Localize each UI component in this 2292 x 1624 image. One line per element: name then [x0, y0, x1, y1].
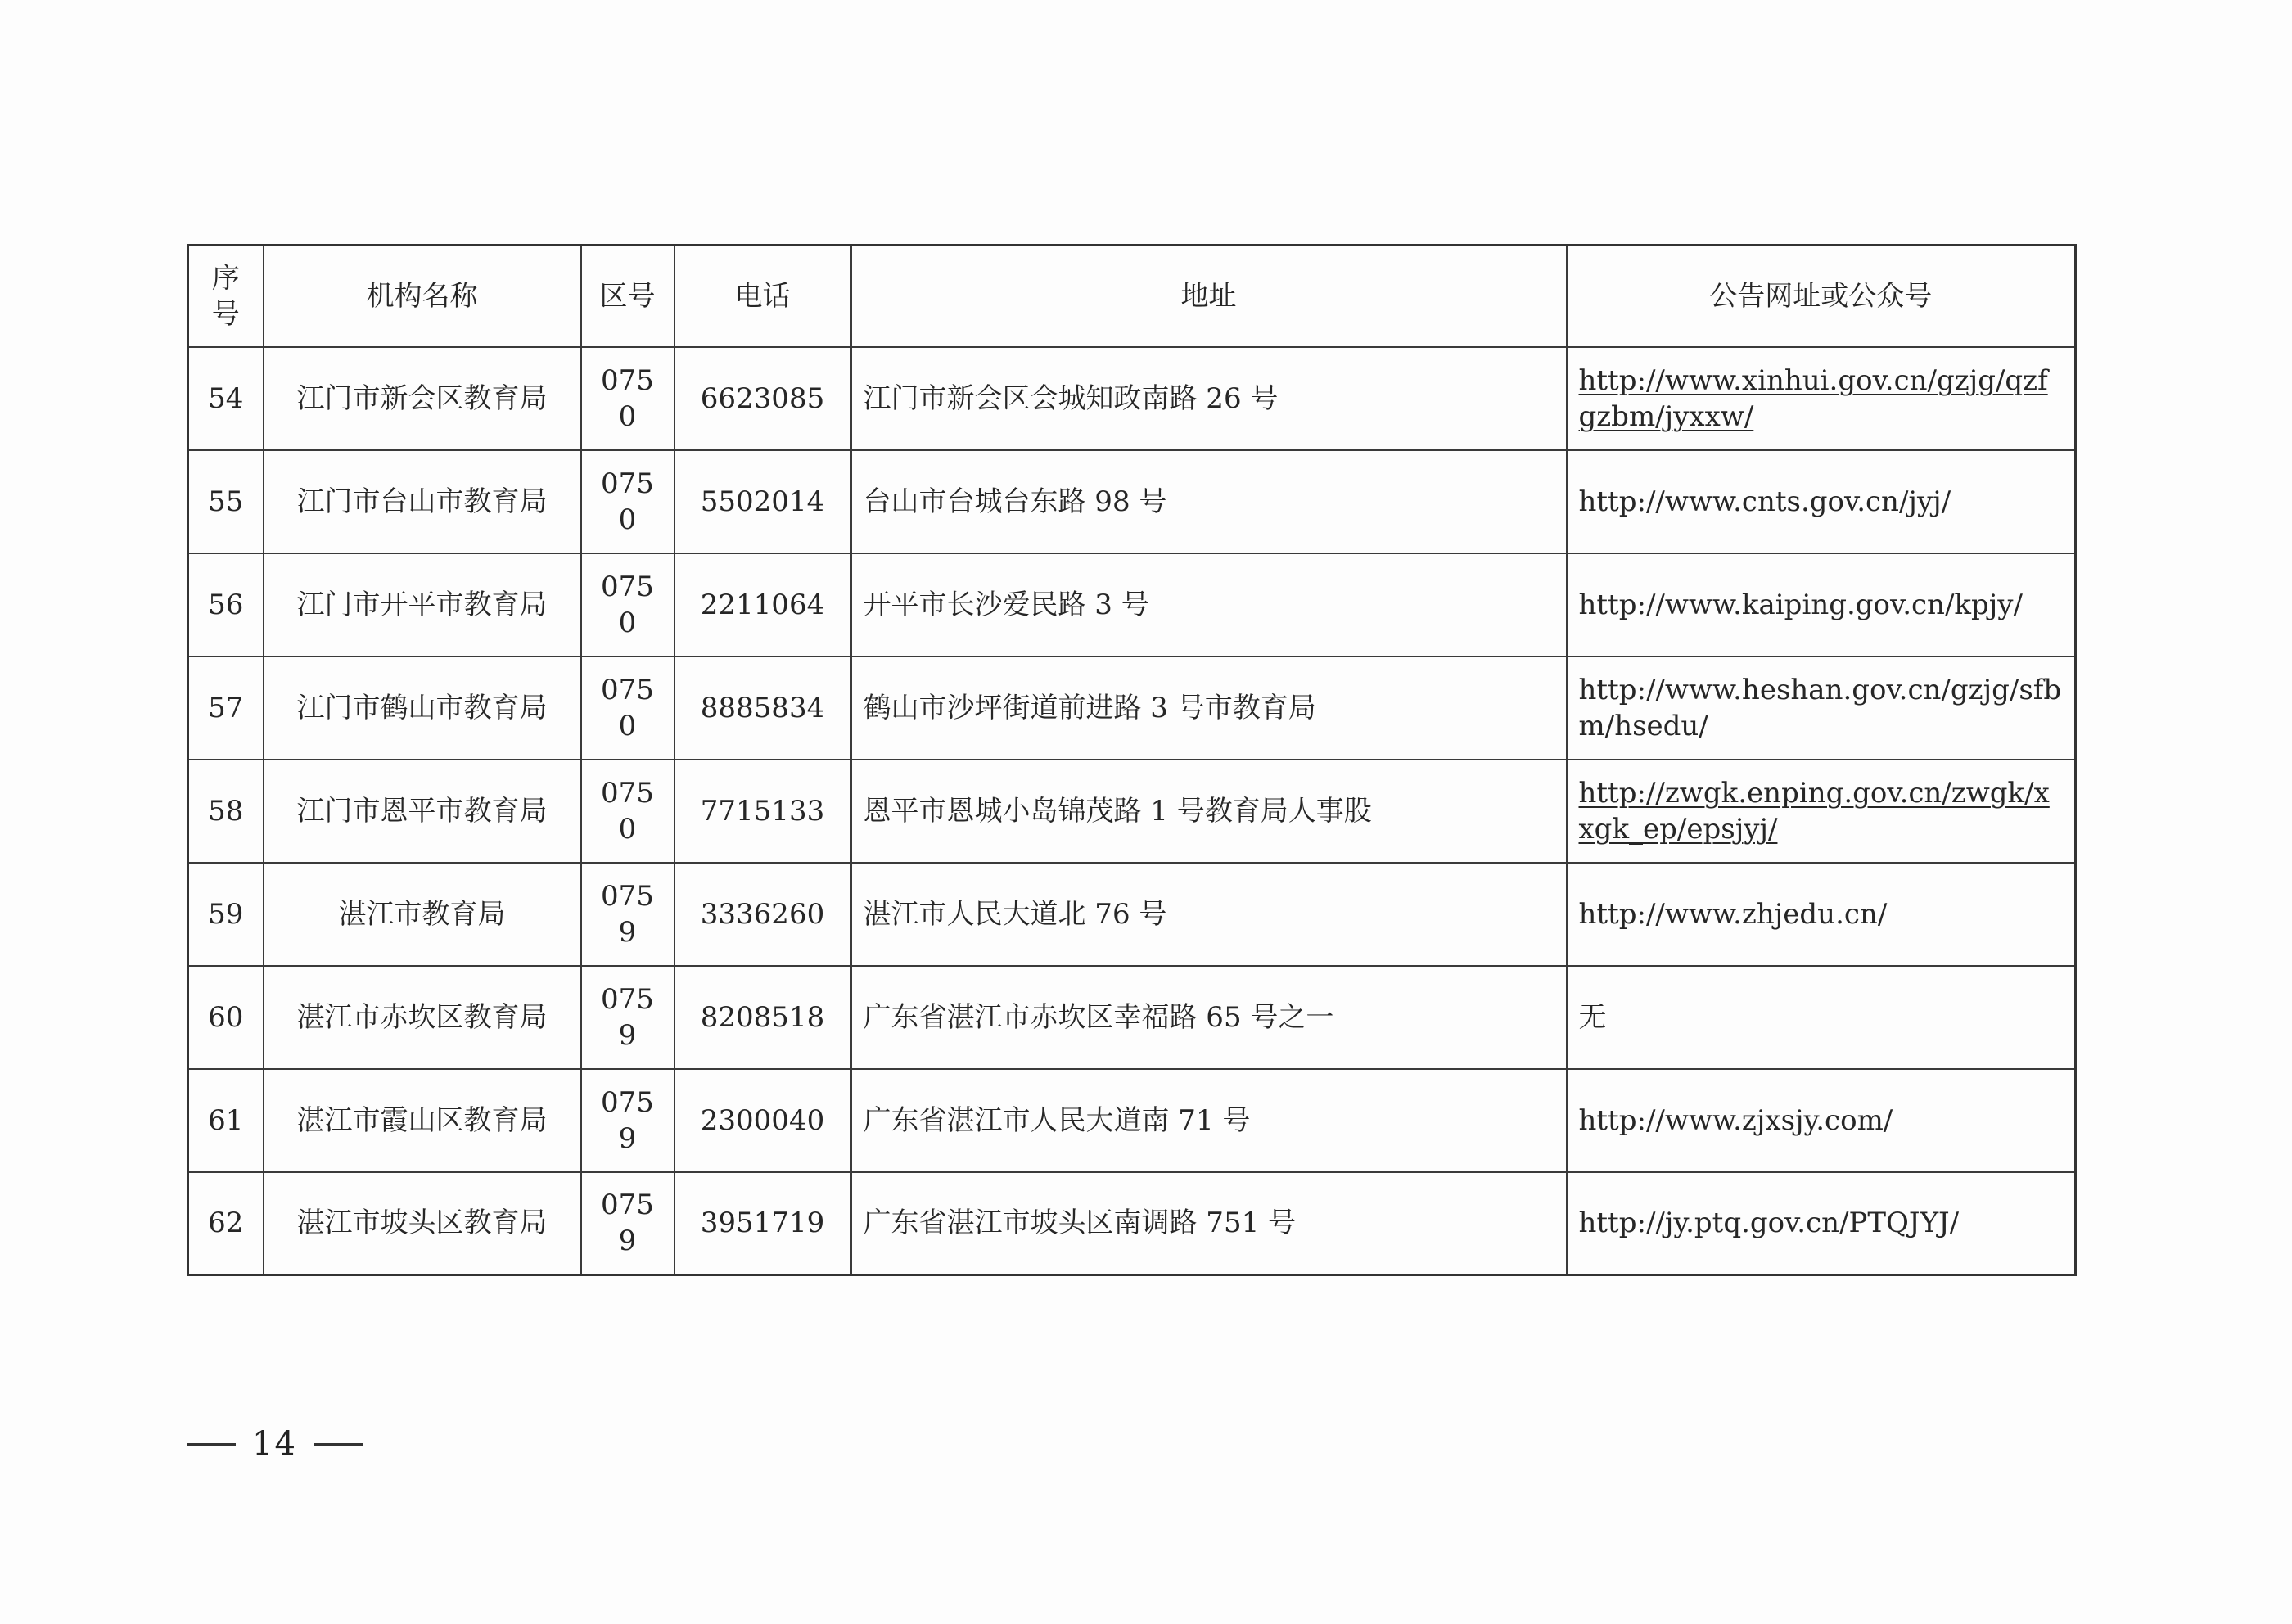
header-row	[188, 246, 2076, 347]
page-number-value: 14	[252, 1425, 297, 1463]
row-address: 鹤山市沙坪街道前进路 3 号市教育局	[851, 656, 1567, 760]
education-bureau-directory-table	[187, 244, 2077, 1276]
table-row	[188, 760, 2076, 863]
row-url-cell	[1567, 1172, 2076, 1275]
table-body	[188, 347, 2076, 1275]
row-seq: 55	[188, 450, 264, 553]
row-area-code: 0750	[581, 553, 675, 656]
header-area-code: 区号	[581, 246, 675, 347]
row-seq: 59	[188, 863, 264, 966]
row-address: 恩平市恩城小岛锦茂路 1 号教育局人事股	[851, 760, 1567, 863]
row-address: 广东省湛江市赤坎区幸福路 65 号之一	[851, 966, 1567, 1069]
row-address: 江门市新会区会城知政南路 26 号	[851, 347, 1567, 450]
row-url-link[interactable]: http://www.zjxsjy.com/	[1578, 1103, 1893, 1137]
row-seq: 60	[188, 966, 264, 1069]
row-phone: 7715133	[675, 760, 851, 863]
row-area-code: 0750	[581, 450, 675, 553]
row-name: 湛江市坡头区教育局	[264, 1172, 581, 1275]
row-url-cell	[1567, 966, 2076, 1069]
row-name: 江门市开平市教育局	[264, 553, 581, 656]
row-phone: 6623085	[675, 347, 851, 450]
row-name: 江门市台山市教育局	[264, 450, 581, 553]
row-url-cell	[1567, 760, 2076, 863]
row-phone: 5502014	[675, 450, 851, 553]
header-name: 机构名称	[264, 246, 581, 347]
row-phone: 8885834	[675, 656, 851, 760]
row-phone: 2211064	[675, 553, 851, 656]
row-name: 湛江市教育局	[264, 863, 581, 966]
row-address: 湛江市人民大道北 76 号	[851, 863, 1567, 966]
row-area-code: 0750	[581, 347, 675, 450]
header-seq-label: 序号	[211, 261, 240, 331]
row-area-code: 0759	[581, 1069, 675, 1172]
row-address: 广东省湛江市坡头区南调路 751 号	[851, 1172, 1567, 1275]
row-url-cell	[1567, 656, 2076, 760]
row-url-link[interactable]: http://zwgk.enping.gov.cn/zwgk/xxgk_ep/epsjyj/	[1578, 776, 2050, 846]
table-header	[188, 246, 2076, 347]
row-url-cell	[1567, 1069, 2076, 1172]
row-name: 湛江市霞山区教育局	[264, 1069, 581, 1172]
table-row	[188, 1069, 2076, 1172]
row-phone: 8208518	[675, 966, 851, 1069]
row-url-link[interactable]: http://jy.ptq.gov.cn/PTQJYJ/	[1578, 1207, 1960, 1240]
row-area-code: 0750	[581, 760, 675, 863]
table-row	[188, 347, 2076, 450]
row-url-cell	[1567, 863, 2076, 966]
header-phone: 电话	[675, 246, 851, 347]
row-url-cell	[1567, 347, 2076, 450]
row-name: 江门市新会区教育局	[264, 347, 581, 450]
row-seq: 56	[188, 553, 264, 656]
table-row	[188, 863, 2076, 966]
row-name: 江门市恩平市教育局	[264, 760, 581, 863]
row-phone: 3951719	[675, 1172, 851, 1275]
table-row	[188, 553, 2076, 656]
row-url-cell	[1567, 450, 2076, 553]
row-url-link[interactable]: http://www.xinhui.gov.cn/gzjg/qzfgzbm/jyxxw/	[1578, 363, 2048, 433]
page-number-dash-right	[314, 1443, 363, 1446]
row-seq: 61	[188, 1069, 264, 1172]
row-area-code: 0759	[581, 863, 675, 966]
row-name: 湛江市赤坎区教育局	[264, 966, 581, 1069]
row-url-link[interactable]: http://www.kaiping.gov.cn/kpjy/	[1578, 588, 2023, 621]
row-address: 台山市台城台东路 98 号	[851, 450, 1567, 553]
table-row	[188, 450, 2076, 553]
row-seq: 62	[188, 1172, 264, 1275]
header-url: 公告网址或公众号	[1567, 246, 2076, 347]
header-seq	[188, 246, 264, 347]
table-row	[188, 966, 2076, 1069]
row-seq: 57	[188, 656, 264, 760]
table-row	[188, 1172, 2076, 1275]
row-address: 开平市长沙爱民路 3 号	[851, 553, 1567, 656]
row-area-code: 0750	[581, 656, 675, 760]
row-seq: 58	[188, 760, 264, 863]
row-url-link[interactable]: http://www.cnts.gov.cn/jyj/	[1578, 485, 1951, 518]
row-url-link[interactable]: http://www.zhjedu.cn/	[1578, 897, 1888, 931]
row-area-code: 0759	[581, 1172, 675, 1275]
row-seq: 54	[188, 347, 264, 450]
row-phone: 2300040	[675, 1069, 851, 1172]
table-row	[188, 656, 2076, 760]
row-url-cell	[1567, 553, 2076, 656]
row-url-value: 无	[1578, 1000, 1607, 1034]
row-phone: 3336260	[675, 863, 851, 966]
page-number-dash-left	[187, 1443, 236, 1446]
row-name: 江门市鹤山市教育局	[264, 656, 581, 760]
page-number	[187, 1423, 363, 1463]
row-area-code: 0759	[581, 966, 675, 1069]
row-address: 广东省湛江市人民大道南 71 号	[851, 1069, 1567, 1172]
row-url-link[interactable]: http://www.heshan.gov.cn/gzjg/sfbm/hsedu/	[1578, 673, 2062, 742]
header-address: 地址	[851, 246, 1567, 347]
